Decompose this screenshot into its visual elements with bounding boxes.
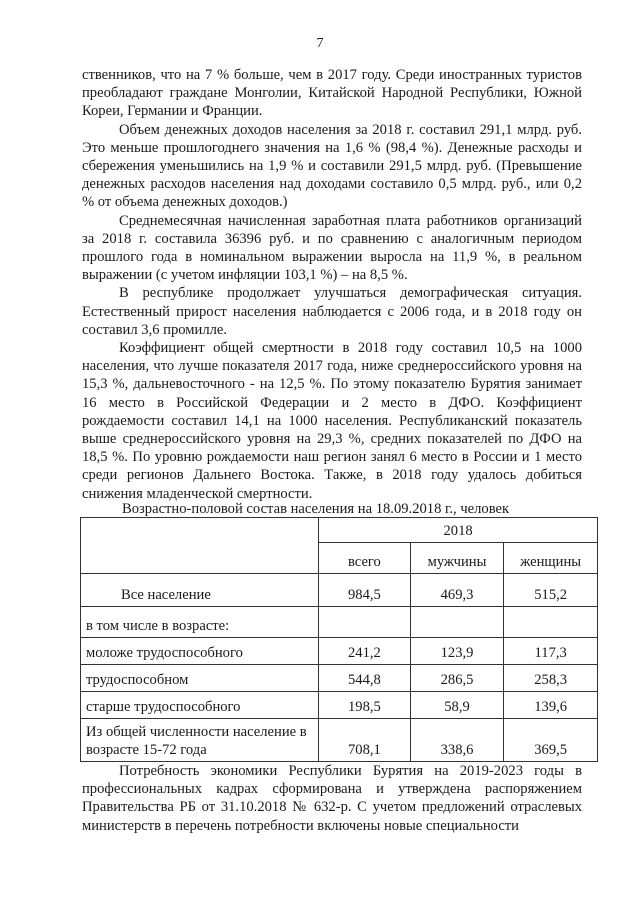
row-label: старше трудоспособного [81,692,319,719]
row-label: трудоспособном [81,665,319,692]
cell-total: 241,2 [319,638,411,665]
population-table [80,517,598,762]
table-corner-cell [81,518,319,574]
table-caption: Возрастно-половой состав населения на 18.09.2018 г., человек [122,501,510,517]
column-men: мужчины [410,543,504,574]
cell-men: 123,9 [410,638,504,665]
cell-total: 544,8 [319,665,411,692]
row-label: моложе трудоспособного [81,638,319,665]
cell-men: 58,9 [410,692,504,719]
paragraph-workforce: Потребность экономики Республики Бурятия на 2019-2023 годы в профессиональных кадрах сформирована и утверждена распоряжением Правительства РБ от 31.10.2018 № 632-р. С учетом предложений отраслевых министерств в перечень потребности включены новые специальности [82,763,582,834]
table-row [81,692,598,719]
cell-women: 515,2 [504,574,598,607]
cell-total: 708,1 [319,719,411,762]
cell-women: 117,3 [504,638,598,665]
row-label: Из общей численности население в возрасте 15-72 года [81,719,319,762]
cell-women: 139,6 [504,692,598,719]
empty-cell [319,607,411,638]
table-row [81,638,598,665]
cell-men: 469,3 [410,574,504,607]
table-row [81,665,598,692]
table-row [81,719,598,762]
table-row [81,574,598,607]
paragraph-tourists: ственников, что на 7 % больше, чем в 2017 году. Среди иностранных туристов преобладают граждане Монголии, Китайской Народной Республики, Южной Кореи, Германии и Франции. [82,67,582,120]
year-header: 2018 [319,518,598,543]
empty-cell [410,607,504,638]
table-header-row [81,518,598,543]
column-women: женщины [504,543,598,574]
cell-men: 338,6 [410,719,504,762]
column-total: всего [319,543,411,574]
cell-men: 286,5 [410,665,504,692]
paragraph-demography: В республике продолжает улучшаться демографическая ситуация. Естественный прирост населения наблюдается с 2006 года, и в 2018 году он составил 3,6 промилле. [82,285,582,338]
body-text-bottom [82,762,582,835]
cell-total: 984,5 [319,574,411,607]
page-number: 7 [316,36,324,51]
empty-cell [504,607,598,638]
cell-women: 369,5 [504,719,598,762]
cell-total: 198,5 [319,692,411,719]
row-label: Все население [81,574,319,607]
row-label: в том числе в возрасте: [81,607,319,638]
paragraph-salary: Среднемесячная начисленная заработная плата работников организаций за 2018 г. составила 36396 руб. и по сравнению с аналогичным периодом прошлого года в номинальном выражении выросла на 11,9 %, в реальном выражении (с учетом инфляции 103,1 %) – на 8,5 %. [82,212,582,284]
cell-women: 258,3 [504,665,598,692]
paragraph-mortality: Коэффициент общей смертности в 2018 году составил 10,5 на 1000 населения, что лучше показателя 2017 года, ниже среднероссийского уровня на 15,3 %, дальневосточного - на 12,5 %. По этому показателю Бурятия занимает 16 место в Российской Федерации и 2 место в ДФО. Коэффициент рождаемости составил 14,1 на 1000 населения. Республиканский показатель выше среднероссийского уровня на 29,3 %, средних показателей по ДФО на 18,5 %. По уровню рождаемости наш регион занял 6 место в России и 1 место среди регионов Дальнего Востока. Также, в 2018 году удалось добиться снижения младенческой смертности. [82,340,582,502]
paragraph-income: Объем денежных доходов населения за 2018 г. составил 291,1 млрд. руб. Это меньше прошлогоднего значения на 1,6 % (98,4 %). Денежные расходы и сбережения уменьшились на 1,9 % и составили 291,5 млрд. руб. (Превышение денежных расходов населения над доходами составило 0,5 млрд. руб., или 0,2 % от объема денежных доходов.) [82,121,582,211]
table-row [81,607,598,638]
body-text-top [82,66,582,503]
